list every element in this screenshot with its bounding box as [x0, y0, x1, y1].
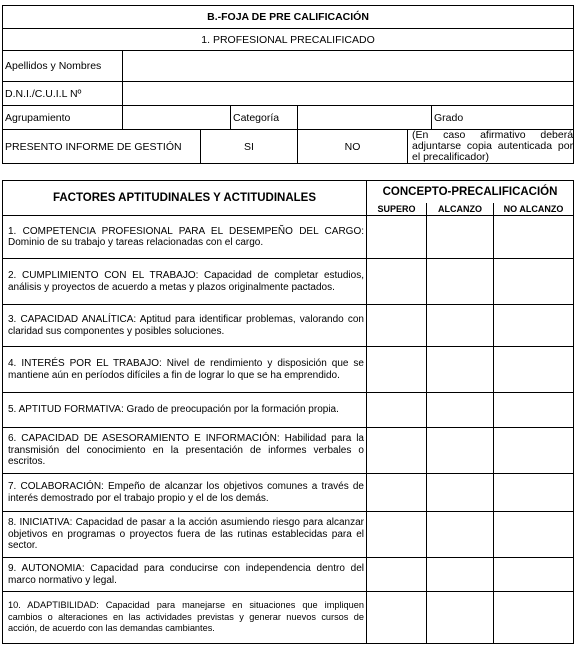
column-no-alcanzo: NO ALCANZO — [494, 203, 574, 216]
si-option[interactable]: SI — [201, 130, 298, 164]
informe-label: PRESENTO INFORME DE GESTIÓN — [3, 130, 201, 164]
factor-row — [3, 512, 574, 558]
factor-row — [3, 305, 574, 347]
factor-row — [3, 393, 574, 428]
factor-text: 4. INTERÉS POR EL TRABAJO: Nivel de rendimiento y disposición que se mantiene aún en períodos difíciles a fin de lograr lo que se ha emprendido. — [3, 347, 367, 393]
factor-row — [3, 347, 574, 393]
alcanzo-cell[interactable] — [427, 347, 494, 393]
alcanzo-cell[interactable] — [427, 305, 494, 347]
factor-text: 5. APTITUD FORMATIVA: Grado de preocupación por la formación propia. — [3, 393, 367, 428]
no-alcanzo-cell[interactable] — [494, 347, 574, 393]
factor-row — [3, 474, 574, 512]
factor-row — [3, 558, 574, 592]
factor-text: 10. ADAPTIBILIDAD: Capacidad para manejarse en situaciones que impliquen cambios o alteraciones en las actividades previstas y generar nuevos cursos de acción, de acuerdo con las demandas cambiantes. — [3, 592, 367, 644]
factor-text: 3. CAPACIDAD ANALÍTICA: Aptitud para identificar problemas, valorando con claridad sus componentes y posibles soluciones. — [3, 305, 367, 347]
factor-row — [3, 216, 574, 259]
grado-label: Grado — [432, 106, 574, 130]
factor-text: 9. AUTONOMIA: Capacidad para conducirse con independencia dentro del marco normativo y legal. — [3, 558, 367, 592]
supero-cell[interactable] — [367, 216, 427, 259]
supero-cell[interactable] — [367, 259, 427, 305]
alcanzo-cell[interactable] — [427, 512, 494, 558]
supero-cell[interactable] — [367, 428, 427, 474]
no-alcanzo-cell[interactable] — [494, 558, 574, 592]
alcanzo-cell[interactable] — [427, 558, 494, 592]
no-alcanzo-cell[interactable] — [494, 592, 574, 644]
agrupamiento-field[interactable] — [123, 106, 231, 130]
factor-text: 2. CUMPLIMIENTO CON EL TRABAJO: Capacidad de completar estudios, análisis y proyectos de acuerdo a metas y plazos originalmente pactados. — [3, 259, 367, 305]
alcanzo-cell[interactable] — [427, 592, 494, 644]
supero-cell[interactable] — [367, 558, 427, 592]
factor-text: 1. COMPETENCIA PROFESIONAL PARA EL DESEMPEÑO DEL CARGO: Dominio de su trabajo y tareas relacionadas con el cargo. — [3, 216, 367, 259]
form-title: B.-FOJA DE PRE CALIFICACIÓN — [3, 6, 574, 29]
alcanzo-cell[interactable] — [427, 428, 494, 474]
no-alcanzo-cell[interactable] — [494, 216, 574, 259]
factor-text: 6. CAPACIDAD DE ASESORAMIENTO E INFORMACIÓN: Habilidad para la transmisión del conocimiento en la presentación de informes verbales o escritos. — [3, 428, 367, 474]
apellidos-field[interactable] — [123, 51, 574, 82]
no-option[interactable]: NO — [298, 130, 408, 164]
supero-cell[interactable] — [367, 305, 427, 347]
precalificado-table — [2, 5, 574, 164]
column-supero: SUPERO — [367, 203, 427, 216]
no-alcanzo-cell[interactable] — [494, 474, 574, 512]
dni-label: D.N.I./C.U.I.L Nº — [3, 82, 123, 106]
dni-field[interactable] — [123, 82, 574, 106]
alcanzo-cell[interactable] — [427, 216, 494, 259]
concept-header: CONCEPTO-PRECALIFICACIÓN — [367, 181, 574, 204]
no-alcanzo-cell[interactable] — [494, 428, 574, 474]
column-alcanzo: ALCANZO — [427, 203, 494, 216]
factor-row — [3, 428, 574, 474]
informe-note: (En caso afirmativo deberá adjuntarse copia autenticada por el precalificador) — [408, 130, 574, 164]
factor-text: 7. COLABORACIÓN: Empeño de alcanzar los objetivos comunes a través de interés demostrado por el trabajo propio y el de los demás. — [3, 474, 367, 512]
factors-header: FACTORES APTITUDINALES Y ACTITUDINALES — [3, 181, 367, 216]
alcanzo-cell[interactable] — [427, 259, 494, 305]
supero-cell[interactable] — [367, 512, 427, 558]
alcanzo-cell[interactable] — [427, 393, 494, 428]
supero-cell[interactable] — [367, 474, 427, 512]
supero-cell[interactable] — [367, 393, 427, 428]
factors-table — [2, 180, 574, 644]
agrupamiento-label: Agrupamiento — [3, 106, 123, 130]
supero-cell[interactable] — [367, 592, 427, 644]
no-alcanzo-cell[interactable] — [494, 305, 574, 347]
apellidos-label: Apellidos y Nombres — [3, 51, 123, 82]
factor-row — [3, 592, 574, 644]
no-alcanzo-cell[interactable] — [494, 512, 574, 558]
alcanzo-cell[interactable] — [427, 474, 494, 512]
no-alcanzo-cell[interactable] — [494, 393, 574, 428]
no-alcanzo-cell[interactable] — [494, 259, 574, 305]
factor-row — [3, 259, 574, 305]
factor-text: 8. INICIATIVA: Capacidad de pasar a la acción asumiendo riesgo para alcanzar objetivos en programas o proyectos fuera de las rutinas establecidas para el sector. — [3, 512, 367, 558]
supero-cell[interactable] — [367, 347, 427, 393]
categoria-label: Categoría — [231, 106, 298, 130]
section-subtitle: 1. PROFESIONAL PRECALIFICADO — [3, 29, 574, 51]
categoria-field[interactable] — [298, 106, 432, 130]
